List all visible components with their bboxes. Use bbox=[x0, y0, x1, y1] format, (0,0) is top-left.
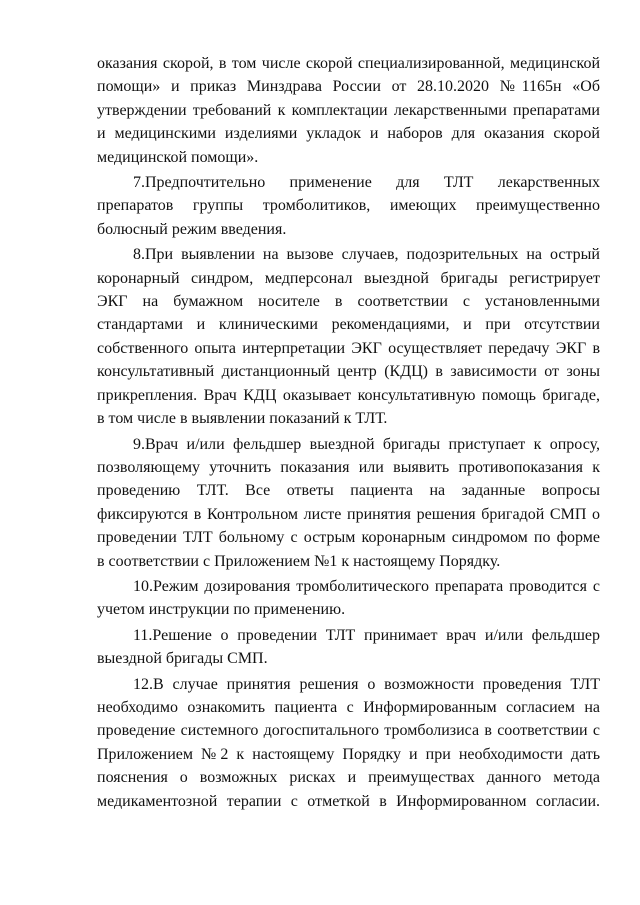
text-line: 7.Предпочтительно применение для ТЛТ лекарственных bbox=[133, 174, 600, 192]
text-line: 10.Режим дозирования тромболитического препарата проводится с bbox=[133, 577, 600, 595]
paragraph-continuation bbox=[97, 52, 600, 169]
text-line: медицинской помощи». bbox=[97, 148, 259, 166]
text-line: 11.Решение о проведении ТЛТ принимает врач и/или фельдшер bbox=[133, 626, 600, 644]
text-line: в том числе в выявлении показаний к ТЛТ. bbox=[97, 410, 388, 428]
paragraph-12 bbox=[97, 673, 600, 813]
text-line: 9.Врач и/или фельдшер выездной бригады приступает к опросу, bbox=[133, 435, 600, 453]
text-line: утверждении требований к комплектации лекарственными препаратами bbox=[97, 101, 600, 119]
paragraph-8 bbox=[97, 243, 600, 430]
text-line: и медицинскими изделиями укладок и наборов для оказания скорой bbox=[97, 125, 600, 143]
paragraph-10 bbox=[97, 575, 600, 622]
paragraph-7 bbox=[97, 171, 600, 241]
text-line: необходимо ознакомить пациента с Информированным согласием на bbox=[97, 698, 600, 716]
text-line: 12.В случае принятия решения о возможности проведения ТЛТ bbox=[133, 675, 600, 693]
text-line: оказания скорой, в том числе скорой специализированной, медицинской bbox=[97, 55, 600, 72]
text-line: в соответствии с Приложением №1 к настоящему Порядку. bbox=[97, 552, 501, 570]
text-line: коронарный синдром, медперсонал выездной бригады регистрирует bbox=[97, 269, 600, 287]
text-line: консультативный дистанционный центр (КДЦ) в зависимости от зоны bbox=[97, 363, 600, 381]
text-line: позволяющему уточнить показания или выявить противопоказания к bbox=[97, 458, 600, 476]
text-line: выездной бригады СМП. bbox=[97, 650, 268, 668]
text-line: ЭКГ на бумажном носителе в соответствии с установленными bbox=[97, 293, 600, 311]
text-line: медикаментозной терапии с отметкой в Информированном согласии. bbox=[97, 792, 600, 810]
text-line: Приложением №2 к настоящему Порядку и при необходимости дать bbox=[97, 745, 600, 763]
text-line: 8.При выявлении на вызове случаев, подозрительных на острый bbox=[133, 246, 600, 264]
text-line: болюсный режим введения. bbox=[97, 220, 287, 238]
text-line: пояснения о возможных рисках и преимуществах данного метода bbox=[97, 769, 600, 787]
text-line: проведение системного догоспитального тромболизиса в соответствии с bbox=[97, 722, 600, 740]
text-line: проведении ТЛТ больному с острым коронарным синдромом по форме bbox=[97, 529, 600, 547]
text-line: фиксируются в Контрольном листе принятия решения бригадой СМП о bbox=[97, 505, 600, 523]
text-line: собственного опыта интерпретации ЭКГ осуществляет передачу ЭКГ в bbox=[97, 339, 600, 357]
paragraph-11 bbox=[97, 624, 600, 671]
text-line: препаратов группы тромболитиков, имеющих преимущественно bbox=[97, 197, 600, 215]
text-line: стандартами и клиническими рекомендациями, и при отсутствии bbox=[97, 316, 600, 334]
text-line: проведению ТЛТ. Все ответы пациента на заданные вопросы bbox=[97, 482, 600, 500]
text-line: учетом инструкции по применению. bbox=[97, 601, 346, 619]
text-line: прикрепления. Врач КДЦ оказывает консультативную помощь бригаде, bbox=[97, 386, 600, 404]
text-line: помощи» и приказ Минздрава России от 28.10.2020 №1165н «Об bbox=[97, 78, 600, 96]
paragraph-9 bbox=[97, 433, 600, 573]
